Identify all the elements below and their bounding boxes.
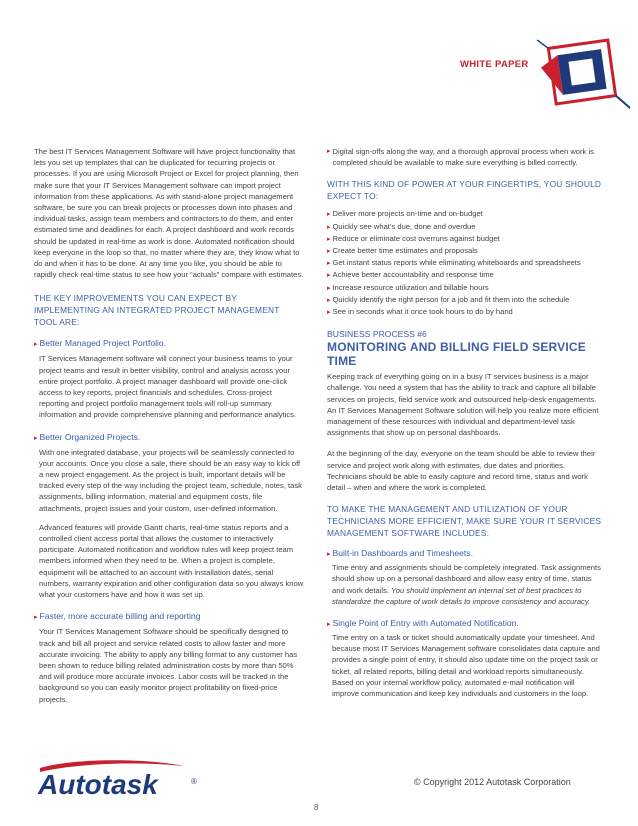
list-item: [34, 610, 304, 704]
item-body: [327, 562, 603, 607]
bullet-text: Quickly identify the right person for a job and fit them into the schedule: [332, 294, 570, 304]
section-heading: TO MAKE THE MANAGEMENT AND UTILIZATION OF YOUR TECHNICIANS MORE EFFICIENT, MAKE SURE YOUR IT SERVICES MANAGEMENT SOFTWARE INCLUDES:: [327, 504, 602, 539]
bullet-arrow-icon: ▸: [327, 260, 331, 268]
bullet-text: Get instant status reports while eliminating whiteboards and spreadsheets: [332, 258, 581, 268]
bullet-text: Create better time estimates and proposals: [332, 246, 478, 256]
bullet-arrow-icon: ▸: [327, 248, 331, 256]
document-type-label: WHITE PAPER: [460, 59, 529, 70]
autotask-logo: [34, 760, 204, 800]
intro-paragraph: The best IT Services Management Software will have project functionality that lets you set up templates that can be duplicated for recurring projects or processes. If you are using Microsoft Project or Excel for project planning, then make sure that your IT Services Management software can import project information from these applications. As with stand-alone project management software, be sure you can break projects or processes down into phases and individual tasks, assign team members and contractors to do them, and enter estimated time and deadlines for each. A project dashboard and work records should be updated in real-time as work is done. Automated notification should keep everyone in the loop so that, no matter where they are, they know what to do and when it has to be done. At any time you like, you should be able to rapidly check real-time status to see how your “actuals” compare with estimates.: [34, 147, 304, 280]
bullet-text: Achieve better accountability and response time: [332, 270, 494, 280]
item-body: IT Services Management software will connect your business teams to your project teams and result in better visibility, control and analysis across your entire project portfolio. A project manager dashboard will provide one-click access to key reports, project financials and schedules. Cross-project reporting and project portfolio management tools will roll-up summary information and provide comprehensive planning and performance analytics.: [39, 354, 297, 420]
item-body-continued: Advanced features will provide Gantt charts, real-time status reports and a controlled client access portal that allows the customer to interactively participate. Automated notification and workflow rules will keep project team members informed when they need to be. When a project is complete, equipment will be attached to an account with installation dates, serial numbers, warranty expiration and other configuration data so you always know what your customers have and how it was set up.: [39, 522, 304, 600]
bullet-text: Deliver more projects on-time and on-budget: [332, 209, 483, 219]
list-item: [34, 337, 304, 420]
list-item: [327, 617, 603, 699]
autotask-mark-icon: [530, 22, 630, 120]
item-body: Time entry on a task or ticket should automatically update your timesheet. And because most IT Services Management software consolidates data capture and provides a single point of entry, it should also update time on the project task or ticket, all related reports, billing detail and workload reports simultaneously. Based on your internal workflow policy, automated e-mail notification will improve communication and keep key individuals and customers in the loop.: [332, 633, 600, 699]
business-process-label: BUSINESS PROCESS #6: [327, 329, 427, 340]
registered-mark: ®: [191, 777, 197, 786]
business-process-title: MONITORING AND BILLING FIELD SERVICE TIME: [327, 340, 586, 369]
bullet-arrow-icon: ▸: [327, 148, 331, 155]
bullet-text: Quickly see what’s due, done and overdue: [332, 221, 476, 231]
bullet-text: See in seconds what it once took hours to do by hand: [332, 307, 513, 317]
item-title: Better Managed Project Portfolio.: [39, 338, 167, 349]
logo-wordmark: Autotask: [38, 769, 158, 800]
bullet-arrow-icon: ▸: [327, 551, 331, 559]
right-column: [327, 146, 603, 699]
item-title: Faster, more accurate billing and reporting: [39, 611, 201, 622]
item-body: Your IT Services Management Software should be specifically designed to track and bill all project and service related costs to allow faster and more accurate invoicing. The ability to apply any billing format to any customer has been shown to reduce billing related administration costs by more than 50% and will produce more accurate invoices. Labor costs will be tracked in the background so you can easily monitor project profitability on fixed-price projects.: [39, 627, 298, 704]
section-heading: THE KEY IMPROVEMENTS YOU CAN EXPECT BY IMPLEMENTING AN INTEGRATED PROJECT MANAGEMENT TOOL ARE:: [34, 293, 280, 328]
bullet-arrow-icon: ▸: [327, 296, 331, 304]
item-body: With one integrated database, your projects will be seamlessly connected to your accounts. Once you close a sale, there should be an easy way to kick off a new project engagement. As the project is built, important details will be tracked every step of the way including the project team, schedule, notes, task assignments, billing information, material and equipment costs, file attachments, project issues and your custom, user-defined information.: [39, 447, 302, 513]
list-item: [34, 431, 304, 601]
bullet-text: Digital sign-offs along the way, and a thorough approval process when work is completed should be available to make sure everything is billed correctly.: [332, 147, 594, 168]
paragraph: Keeping track of everything going on in a busy IT services business is a major challenge. You need a system that has the ability to track and capture all billable services on projects, field service work and outsourced help-desk engagements. An IT Services Management Software solution will help you realize more efficient management of these resources with individual and department-level task assignments that show up on personal dashboards.: [327, 372, 599, 438]
bullet-arrow-icon: ▸: [34, 434, 38, 442]
bullet-text: Reduce or eliminate cost overruns against budget: [332, 233, 500, 243]
bullet-arrow-icon: ▸: [327, 211, 331, 219]
bullet-item: [327, 146, 603, 168]
bullet-arrow-icon: ▸: [327, 272, 331, 280]
section-heading: WITH THIS KIND OF POWER AT YOUR FINGERTIPS, YOU SHOULD EXPECT TO:: [327, 179, 602, 202]
bullet-arrow-icon: ▸: [327, 309, 331, 317]
bullet-arrow-icon: ▸: [34, 614, 38, 622]
item-title: Built-in Dashboards and Timesheets.: [332, 548, 473, 559]
bullet-arrow-icon: ▸: [327, 235, 331, 243]
copyright-notice: © Copyright 2012 Autotask Corporation: [414, 777, 571, 787]
list-item: [327, 547, 603, 607]
bullet-arrow-icon: ▸: [327, 621, 331, 629]
bullet-arrow-icon: ▸: [327, 284, 331, 292]
paragraph: At the beginning of the day, everyone on the team should be able to review their service and project work along with estimates, due dates and priorities. Technicians should be able to easily capture and record time, status and work detail – when and where the work is completed.: [327, 449, 596, 493]
page-number: 8: [314, 803, 319, 812]
item-title: Better Organized Projects.: [39, 431, 141, 442]
left-column: [34, 146, 304, 705]
bullet-list: [327, 208, 603, 318]
item-body-italic: You should implement an internal set of best practices to standardize the capture of work details to improve consistency and accuracy.: [332, 585, 591, 606]
bullet-arrow-icon: ▸: [34, 341, 38, 349]
bullet-arrow-icon: ▸: [327, 223, 331, 231]
item-title: Single Point of Entry with Automated Notification.: [332, 618, 519, 629]
item-body-text: Time entry and assignments should be completely integrated. Task assignments should show up on a personal dashboard and allow easy entry of time, status and work details.: [332, 563, 601, 595]
bullet-text: Increase resource utilization and billable hours: [332, 282, 489, 292]
